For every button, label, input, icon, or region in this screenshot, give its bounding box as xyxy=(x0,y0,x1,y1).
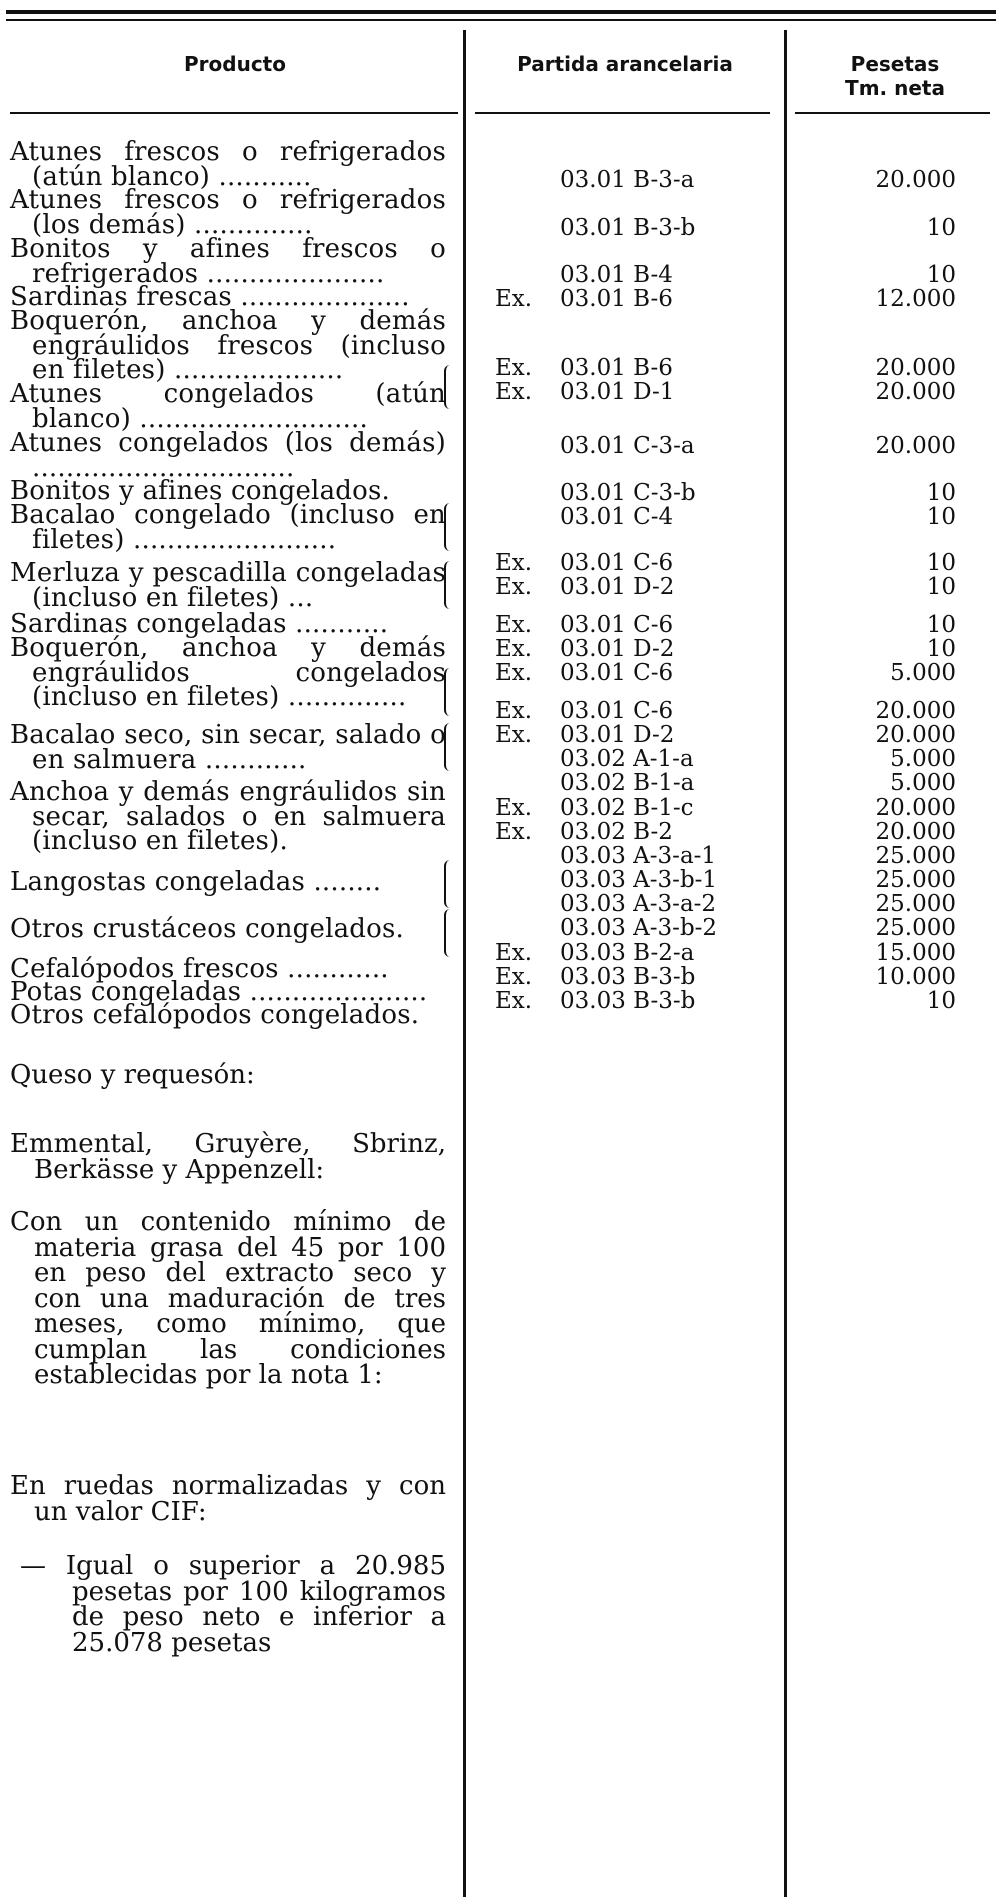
product-item: Cefalópodos frescos ............ xyxy=(10,954,389,984)
product-item: Atunes congelados (los demás) ............................... xyxy=(10,428,446,483)
product-item: Sardinas frescas .................... xyxy=(10,282,410,312)
header-partida: Partida arancelaria xyxy=(517,52,733,76)
product-item: Atunes frescos o refrigerados (los demás) .............. xyxy=(10,185,446,240)
header-pesetas-line1: Pesetas xyxy=(850,52,940,76)
product-item: Atunes frescos o refrigerados (atún blanco) ........... xyxy=(10,137,446,192)
product-item: Otros crustáceos congelados. xyxy=(10,917,446,942)
note-igual: — Igual o superior a 20.985 pesetas por 100 kilogramos de peso neto e inferior a 25.078 pesetas xyxy=(20,1551,446,1658)
brace xyxy=(444,668,454,716)
brace xyxy=(444,723,454,771)
header-underline-producto xyxy=(10,112,458,114)
product-item: Anchoa y demás engráulidos sin secar, salados o en salmuera (incluso en filetes). xyxy=(10,777,446,856)
product-item: Bonitos y afines frescos o refrigerados ..................... xyxy=(10,234,446,289)
tariff-table-page: Producto Partida arancelaria Pesetas Tm. neta Atunes frescos o refrigerados (atún blanco) ........... Atunes frescos o refrigerados (los demás) .............. Bonitos y afines frescos o refrigerados ..................... Sardinas frescas .................... Boquerón, anchoa y demás engráulidos frescos (incluso en filetes) .................... Atunes congelados (atún blanco) ........................... Atunes congelados (los demás) ............................... Bonitos y afines congelados. Bacalao congelado (incluso en filetes) ........................ Merluza y pescadilla congeladas (incluso en filetes) ... Sardinas congeladas ........... Boquerón, anchoa y demás engráulidos congelados (incluso en filetes) .............. Bacalao seco, sin secar, salado o en salmuera ............ Anchoa y demás engráulidos sin secar, salados o en salmuera (incluso en filetes). Langostas congeladas ........ Otros crustáceos congelados. Cefalópodos frescos ............ Potas congeladas ..................... Otros cefalópodos congelados. 03.01 B-3-a 20.000 03.01 B-3-b 10 03.01 B-4 10 Ex. 03.01 B-6 12.000 Ex. 03.01 B-6 20.000 Ex. 03.01 D-1 20.000 03.01 C-3-a 20.000 03.01 C-3-b 10 03.01 C-4 10 Ex. 03.01 C-6 10 Ex. 03.01 D-2 10 Ex. 03.01 C-6 10 Ex. 03.01 D-2 10 Ex. 03.01 C-6 5.000 Ex. 03.01 C-6 20.000 Ex. 03.01 D-2 20.000 03.02 A-1-a 5.000 03.02 B-1-a 5.000 Ex. 03.02 B-1-c 20.000 Ex. 03.02 B-2 20.000 03.03 A-3-a-1 25.000 03.03 A-3-b-1 25.000 03.03 A-3-a-2 25.000 03.03 A-3-b-2 25.000 Ex. 03.03 B-2-a 15.000 Ex. 03.03 B-3-b 10.000 Ex. 03.03 B-3-b 10 Queso y requesón: Emmental, Gruyère, Sbrinz, Berkässe y Appenzell: Con un contenido mínimo de materia grasa del 45 por 100 en peso del extracto seco y con una maduración de tres meses, como mínimo, que cumplan las condiciones establecidas por la nota 1: En ruedas normalizadas y con un valor CIF: — Igual o superior a 20.985 pesetas por 100 kilogramos de peso neto e inferior a 25.078 pesetas xyxy=(0,0,1000,1897)
note-ruedas: En ruedas normalizadas y con un valor CIF: xyxy=(10,1471,446,1527)
product-item: Bonitos y afines congelados. xyxy=(10,476,390,506)
header-underline-partida xyxy=(475,112,770,114)
top-rule-thin xyxy=(6,19,996,21)
product-item: Boquerón, anchoa y demás engráulidos congelados (incluso en filetes) .............. xyxy=(10,636,446,710)
product-item: Bacalao seco, sin secar, salado o en salmuera ............ xyxy=(10,723,446,772)
header-underline-pesetas xyxy=(795,112,990,114)
product-item: Boquerón, anchoa y demás engráulidos frescos (incluso en filetes) .................... xyxy=(10,309,446,383)
note-queso: Queso y requesón: xyxy=(10,1060,255,1090)
header-pesetas-line2: Tm. neta xyxy=(845,76,945,100)
product-item: Otros cefalópodos congelados. xyxy=(10,1000,420,1030)
product-item: Merluza y pescadilla congeladas (incluso en filetes) ... xyxy=(10,561,446,610)
product-item: Potas congeladas ..................... xyxy=(10,977,428,1007)
header-producto: Producto xyxy=(184,52,286,76)
brace xyxy=(444,561,454,609)
product-item: Langostas congeladas ........ xyxy=(10,870,446,895)
note-contenido: Con un contenido mínimo de materia grasa del 45 por 100 en peso del extracto seco y con una maduración de tres meses, como mínimo, que cumplan las condiciones establecidas por la nota 1: xyxy=(10,1207,446,1390)
brace xyxy=(444,909,454,957)
note-emmental: Emmental, Gruyère, Sbrinz, Berkässe y Appenzell: xyxy=(10,1129,446,1185)
product-item: Atunes congelados (atún blanco) ........................... xyxy=(10,379,446,434)
header-pesetas xyxy=(800,52,990,100)
column-divider-2 xyxy=(784,30,787,1897)
brace xyxy=(444,860,454,908)
top-rule-thick xyxy=(6,10,996,14)
product-item: Bacalao congelado (incluso en filetes) ........................ xyxy=(10,503,446,552)
column-divider-1 xyxy=(463,30,466,1897)
brace xyxy=(444,503,454,551)
product-item: Sardinas congeladas ........... xyxy=(10,609,389,639)
